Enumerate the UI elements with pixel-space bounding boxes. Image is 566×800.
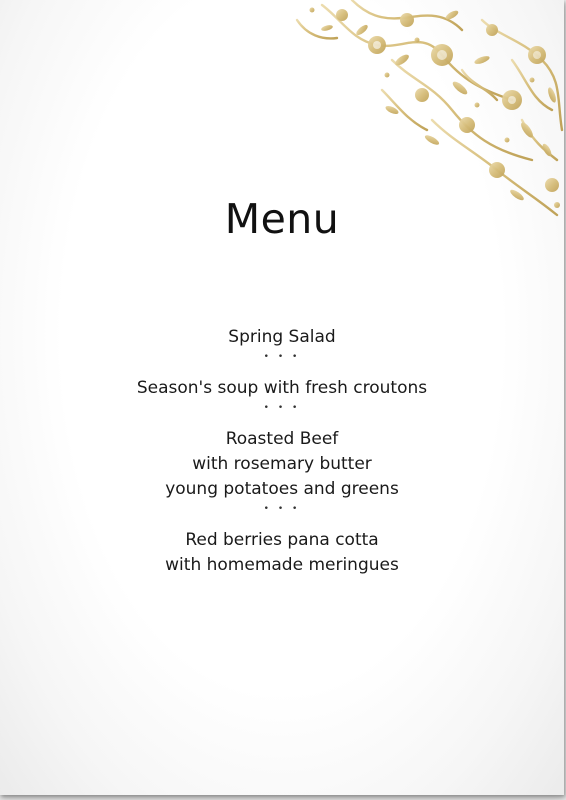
course-separator: • • • xyxy=(263,504,301,514)
course-line: Spring Salad xyxy=(228,327,336,347)
menu-title: Menu xyxy=(224,195,340,243)
course-line: Season's soup with fresh croutons xyxy=(136,378,428,398)
course-dessert xyxy=(0,528,564,578)
course-line: young potatoes and greens xyxy=(165,479,399,499)
course-line: with rosemary butter xyxy=(192,454,372,474)
course-separator: • • • xyxy=(263,403,301,413)
course-soup xyxy=(0,376,564,401)
course-main xyxy=(0,427,564,502)
course-separator: • • • xyxy=(263,352,301,362)
course-starter xyxy=(0,325,564,350)
course-line: with homemade meringues xyxy=(165,555,399,575)
course-line: Roasted Beef xyxy=(225,429,339,449)
course-line: Red berries pana cotta xyxy=(185,530,379,550)
